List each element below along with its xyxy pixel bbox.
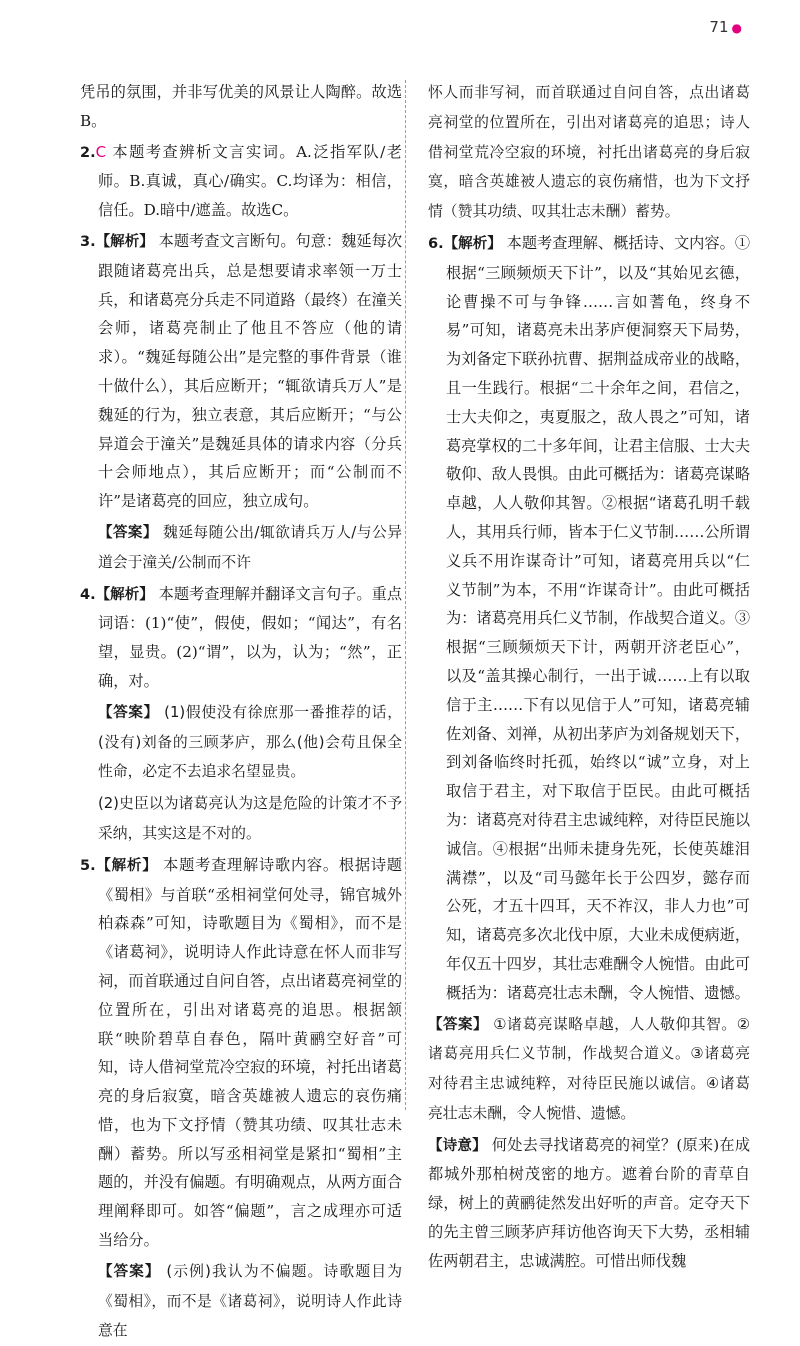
continued-answer-5: 怀人而非写祠，而首联通过自问自答，点出诸葛亮祠堂的位置所在，引出对诸葛亮的追思；诗人借祠堂荒冷空寂的环境，衬托出诸葛亮的身后寂寞，暗含英雄被人遗忘的哀伤痛惜，也为下文抒情（赞其功绩、叹其壮志未酬）蓄势。	[428, 84, 750, 221]
answer-tag: 【答案】	[98, 1263, 161, 1280]
poem-meaning-text: 何处去寻找诸葛亮的祠堂？(原来)在成都城外那柏树茂密的地方。遮着台阶的青草自绿，树上的黄鹂徒然发出好听的声音。定夺天下的先主曾三顾茅庐拜访他咨询天下大势，丞相辅佐两朝君主，忠诚满腔。可惜出师伐魏	[428, 1135, 751, 1270]
answer-tag: 【答案】	[98, 704, 159, 721]
question-number: 5.	[80, 857, 96, 874]
page-number: 71 ●	[709, 18, 742, 36]
question-3	[80, 227, 402, 516]
page-dot-icon: ●	[731, 20, 742, 35]
right-column	[428, 78, 750, 1276]
explanation-text: 本题考查理解诗歌内容。根据诗题《蜀相》与首联“丞相祠堂何处寻，锦官城外柏森森”可知，诗歌题目为《蜀相》，而不是《诸葛祠》，说明诗人作此诗意在怀人而非写祠，而首联通过自问自答，点出诸葛亮祠堂的位置所在，引出对诸葛亮的追思。根据颔联“映阶碧草自春色，隔叶黄鹂空好音”可知，诗人借祠堂荒冷空寂的环境，衬托出诸葛亮的身后寂寞，暗含英雄被人遗忘的哀伤痛惜，也为下文抒情（赞其功绩、叹其壮志未酬）蓄势。所以写丞相祠堂是紧扣“蜀相”主题的，并没有偏题。有明确观点，从两方面合理阐释即可。如答“偏题”，言之成理亦可适当给分。	[98, 855, 402, 1250]
question-2	[80, 138, 402, 225]
poem-meaning	[428, 1131, 750, 1276]
answer-5	[80, 1257, 402, 1346]
answer-text: (1)假使没有徐庶那一番推荐的话，(没有)刘备的三顾茅庐，那么(他)会苟且保全性命，必定不去追求名望显贵。	[98, 703, 403, 781]
explanation-text: 本题考查文言断句。句意：魏延每次跟随诸葛亮出兵，总是想要请求率领一万士兵，和诸葛亮分兵走不同道路（最终）在潼关会师，诸葛亮制止了他且不答应（他的请求）。“魏延每随公出”是完整的事件背景（谁十做什么），其后应断开；“辄欲请兵万人”是魏延的行为，独立表意，其后应断开；“与公异道会于潼关”是魏延具体的请求内容（分兵十会师地点），其后应断开；而“公制而不许”是诸葛亮的回应，独立成句。	[98, 231, 403, 511]
answer-text: (示例)我认为不偏题。诗歌题目为《蜀相》，而不是《诸葛祠》，说明诗人作此诗意在	[98, 1262, 402, 1340]
answer-6	[428, 1010, 750, 1129]
question-6	[428, 229, 750, 1008]
explanation-text: 本题考查理解、概括诗、文内容。①根据“三顾频烦天下计”，以及“其始见玄德，论曹操不可与争锋……言如蓍龟，终身不易”可知，诸葛亮未出茅庐便洞察天下局势，为刘备定下联孙抗曹、据荆益成帝业的战略，且一生践行。根据“二十余年之间，君信之，士大夫仰之，夷夏服之，敌人畏之”可知，诸葛亮掌权的二十多年间，让君主信服、士大夫敬仰、敌人畏惧。由此可概括为：诸葛亮谋略卓越，人人敬仰其智。②根据“诸葛孔明千载人，其用兵行师，皆本于仁义节制……公所谓义兵不用诈谋奇计”可知，诸葛亮用兵以“仁义节制”为本，不用“诈谋奇计”。由此可概括为：诸葛亮用兵仁义节制，作战契合道义。③根据“三顾频烦天下计，两朝开济老臣心”，以及“盖其操心制行，一出于诚……上有以取信于主……下有以见信于人”可知，诸葛亮辅佐刘备、刘禅，从初出茅庐为刘备规划天下，到刘备临终时托孤，始终以“诚”立身，对上取信于君主，对下取信于臣民。由此可概括为：诸葛亮对待君主忠诚纯粹，对待臣民施以诚信。④根据“出师未捷身先死，长使英雄泪满襟”，以及“司马懿年长于公四岁，懿存而公死，才五十四耳，天不祚汉，非人力也”可知，诸葛亮多次北伐中原，大业未成便病逝，年仅五十四岁，其壮志难酬令人惋惜。由此可概括为：诸葛亮壮志未酬，令人惋惜、遗憾。	[446, 233, 751, 1002]
analysis-tag: 【解析】	[95, 233, 154, 250]
question-number: 6.	[428, 235, 444, 252]
answer-tag: 【答案】	[98, 524, 158, 541]
explanation-text: 本题考查辨析文言实词。A.泛指军队/老师。B.真诚，真心/确实。C.均译为：相信，信任。D.暗中/遮盖。故选C。	[98, 142, 402, 220]
analysis-tag: 【解析】	[443, 235, 502, 252]
answer-3	[80, 518, 402, 578]
answer-text: (2)史臣以为诸葛亮认为这是危险的计策才不予采纳，其实这是不对的。	[98, 795, 402, 842]
analysis-tag: 【解析】	[95, 857, 158, 874]
answer-text: ①诸葛亮谋略卓越，人人敬仰其智。②诸葛亮用兵仁义节制，作战契合道义。③诸葛亮对待君主忠诚纯粹，对待臣民施以诚信。④诸葛亮壮志未酬，令人惋惜、遗憾。	[428, 1015, 750, 1122]
answer-choice: C	[95, 142, 107, 161]
column-divider	[405, 80, 406, 1110]
continued-text: 凭吊的氛围，并非写优美的风景让人陶醉。故选B。	[80, 83, 402, 130]
poem-meaning-tag: 【诗意】	[428, 1137, 487, 1154]
answer-tag: 【答案】	[428, 1016, 489, 1033]
question-5	[80, 851, 402, 1255]
question-number: 4.	[80, 586, 96, 603]
left-column	[80, 78, 402, 1346]
answer-text: 魏延每随公出/辄欲请兵万人/与公异道会于潼关/公制而不许	[98, 523, 403, 571]
answer-4	[80, 698, 402, 787]
analysis-tag: 【解析】	[95, 586, 154, 603]
question-number: 2.	[80, 144, 96, 161]
question-number: 3.	[80, 233, 96, 250]
question-4	[80, 580, 402, 696]
answer-4-part-2	[80, 789, 402, 849]
explanation-text: 本题考查理解并翻译文言句子。重点词语：(1)“使”，假使，假如；“闻达”，有名望，显贵。(2)“谓”，以为，认为；“然”，正确，对。	[98, 584, 403, 690]
